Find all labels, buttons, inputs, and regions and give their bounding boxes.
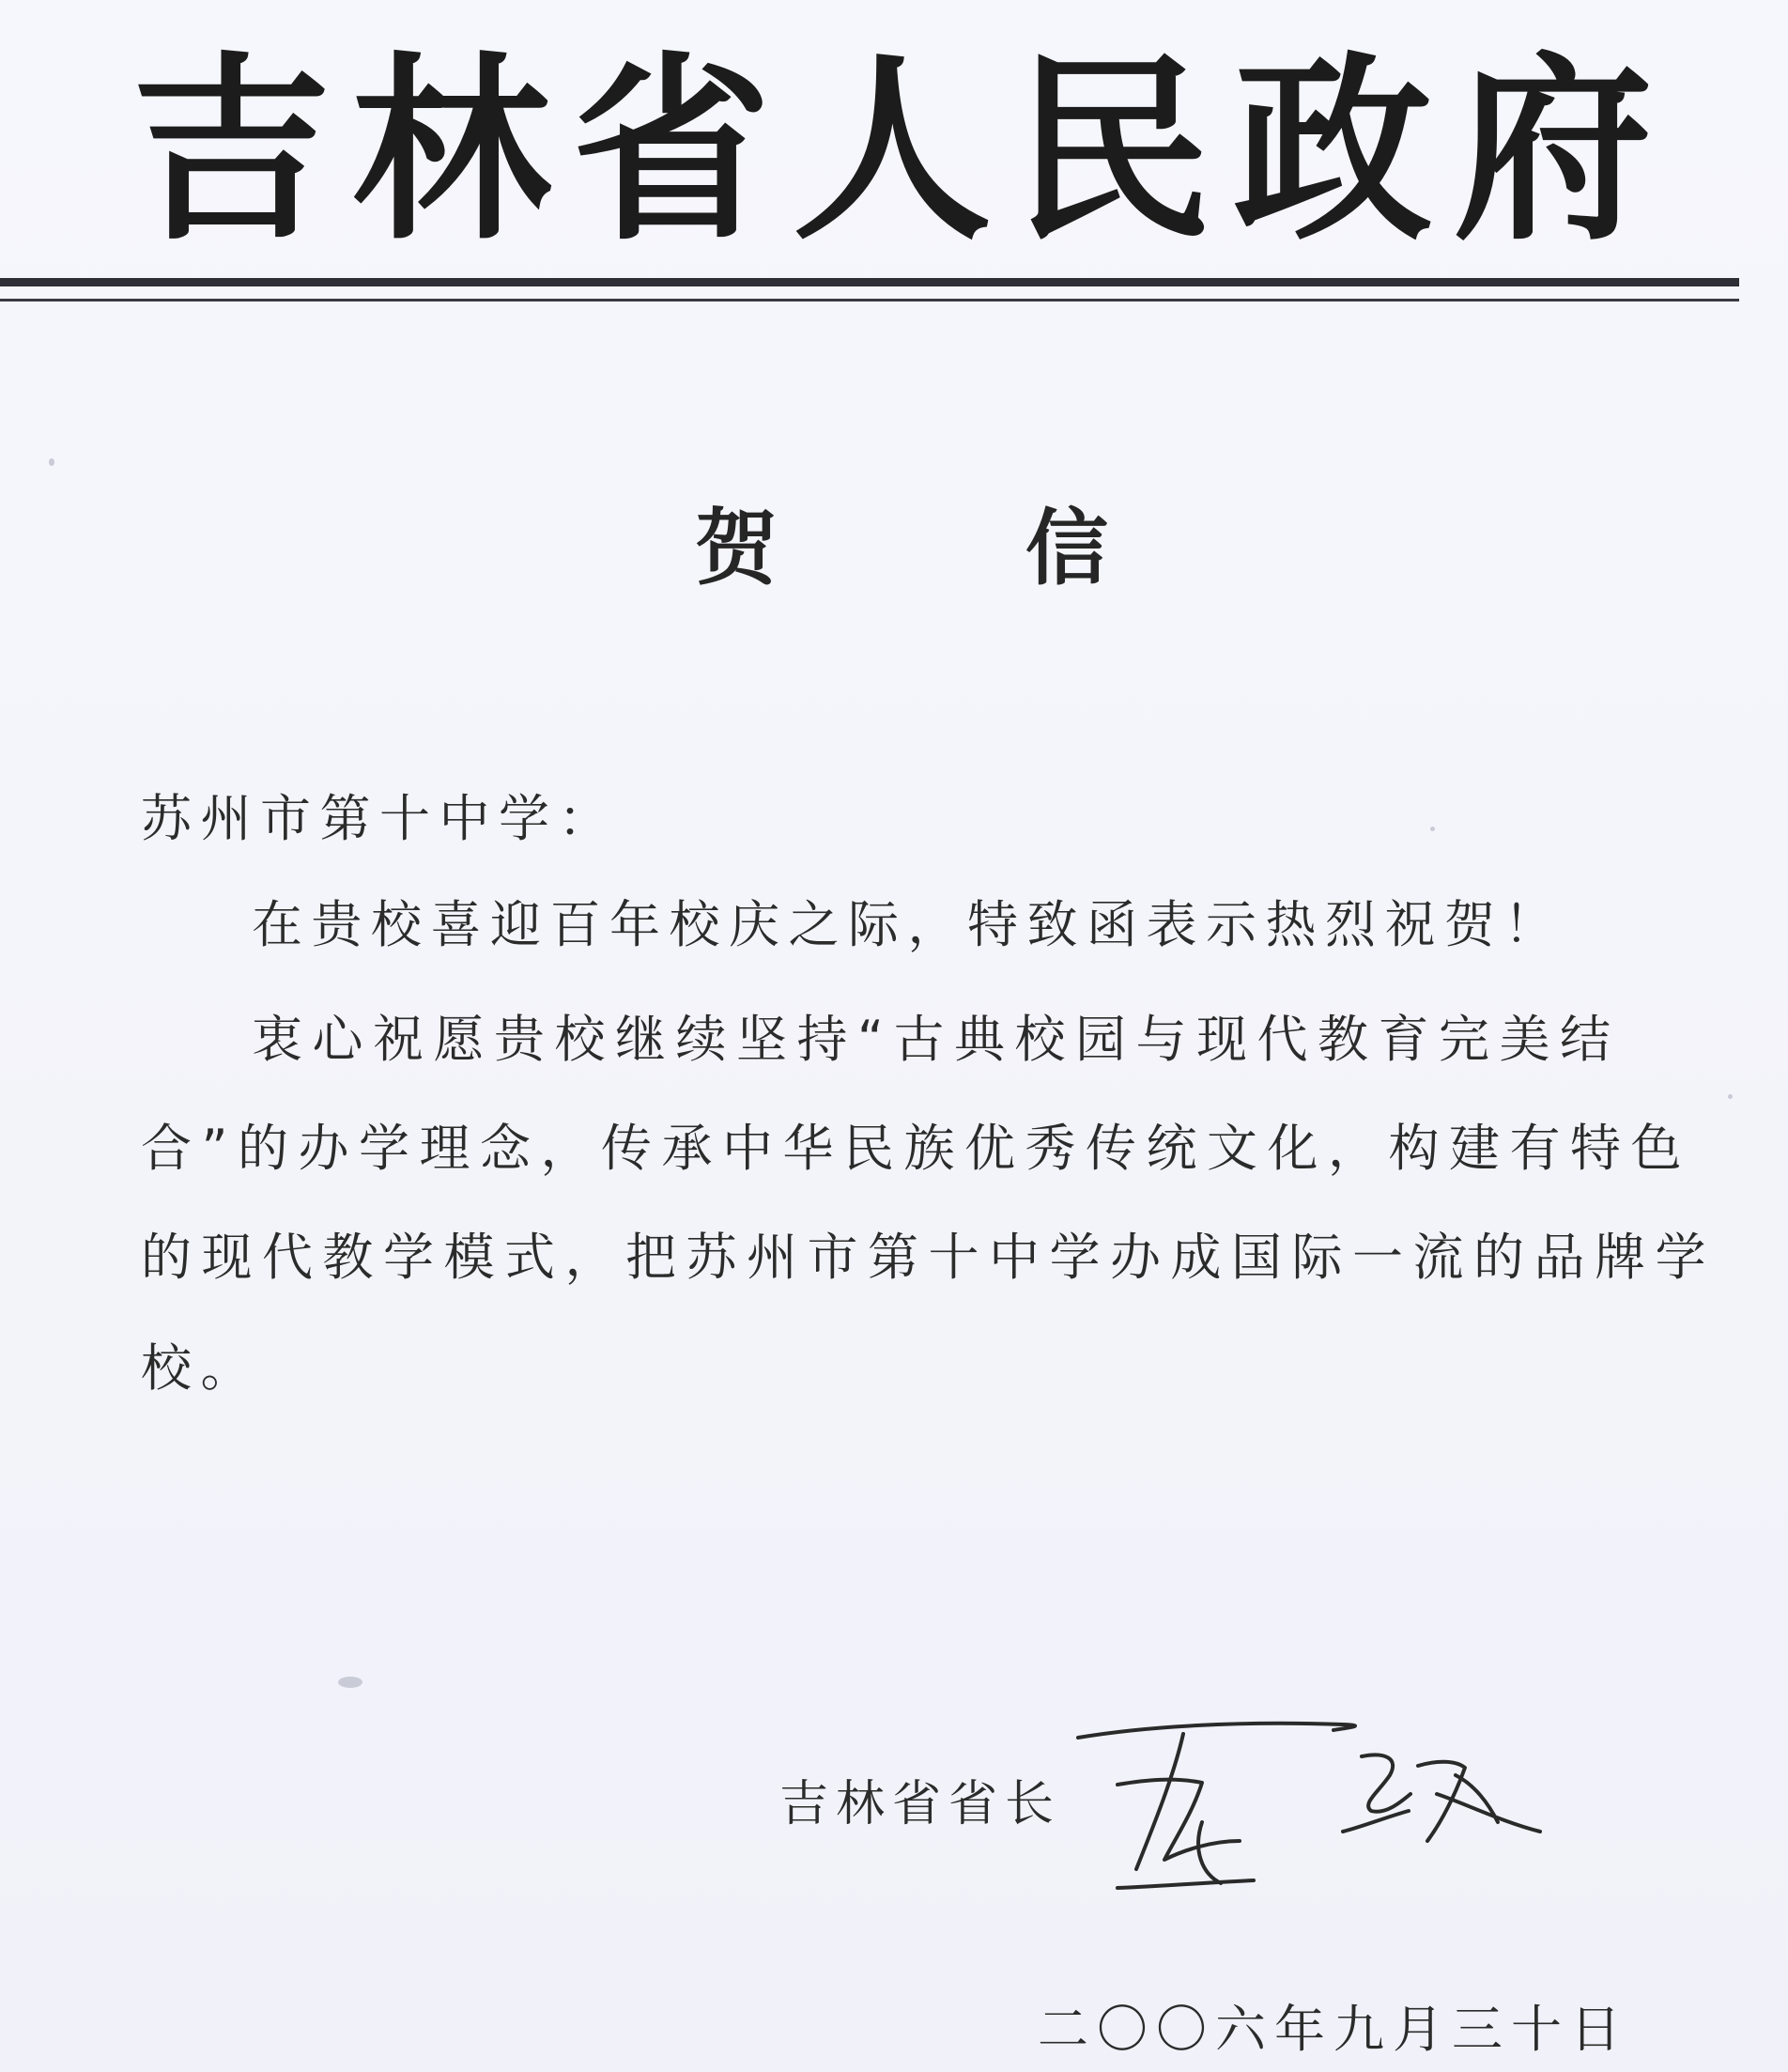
letterhead-rule-thick	[0, 278, 1739, 286]
document-title-char: 信	[1025, 500, 1108, 596]
letter-date: 二〇〇六年九月三十日	[1038, 2000, 1629, 2059]
paper-speck	[1728, 1094, 1733, 1099]
letterhead-rule-thin	[0, 299, 1739, 302]
handwritten-signature	[1061, 1700, 1549, 1907]
document-title	[695, 500, 1108, 596]
letterhead-char: 民	[1012, 33, 1212, 267]
letterhead-char: 吉	[131, 33, 331, 267]
letterhead-char: 府	[1453, 33, 1653, 267]
paragraph-wishes-line: 的现代教学模式，把苏州市第十中学办成国际一流的品牌学	[141, 1228, 1716, 1287]
signer-title: 吉林省省长	[779, 1776, 1062, 1832]
paragraph-congratulation: 在贵校喜迎百年校庆之际，特致函表示热烈祝贺！	[252, 895, 1564, 954]
salutation: 苏州市第十中学：	[141, 789, 618, 848]
paragraph-wishes-line: 合”的办学理念，传承中华民族优秀传统文化，构建有特色	[141, 1119, 1691, 1178]
paper-speck	[49, 458, 54, 466]
letterhead-char: 林	[351, 33, 551, 267]
letterhead-char: 省	[572, 33, 772, 267]
paragraph-wishes-line: 校。	[141, 1338, 260, 1398]
paper-speck	[338, 1677, 362, 1688]
letterhead-title	[131, 33, 1653, 267]
paragraph-wishes-line: 衷心祝愿贵校继续坚持“古典校园与现代教育完美结	[252, 1010, 1621, 1069]
letterhead-char: 政	[1233, 33, 1433, 267]
document-title-char: 贺	[695, 500, 778, 596]
letterhead-char: 人	[792, 33, 992, 267]
